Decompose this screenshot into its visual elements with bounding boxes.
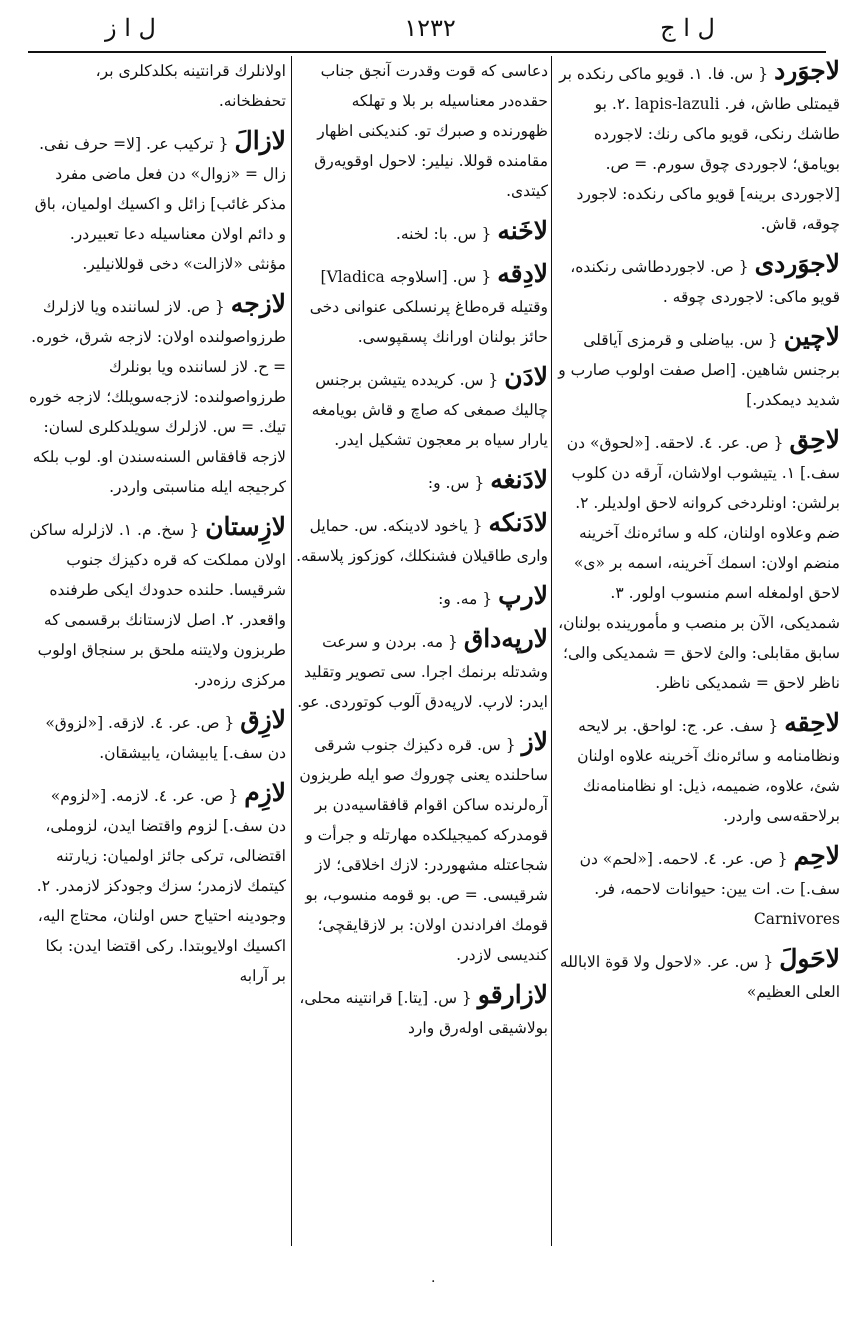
definition-text: { س. قرە دكيزك جنوب شرقى ساحلنده يعنى چوروك صو ايله طربزون آرەلرنده ساكن اقوام قافقاسيەدن بر قومدركه كميجيلكدە مهارتله و جرأت و شجاعتله مشهوردر: لازك اخلاقى؛ لاز شرقيسى. = ص. بو قومه منسوب، بو قومك افرادندن اولان: بر لازقايقچى؛ كنديسى لازدر. xyxy=(299,736,548,964)
headword: لاچين xyxy=(783,322,840,351)
definition-text: { مه. و: xyxy=(438,590,493,608)
definition-text: { ص. عر. ٤. لازقه. [«لزوق» دن سف.] يابيشان، يابيشقان. xyxy=(45,714,286,762)
column-left xyxy=(28,56,286,1256)
dictionary-entry xyxy=(28,705,286,768)
definition-text: { س. و: xyxy=(427,474,485,492)
definition-text: { ص. عر. ٤. لاحمه. [«لحم» دن سف.] ت. ات يين: حيوانات لاحمه، فر. Carnivores xyxy=(579,850,840,928)
dictionary-entry xyxy=(28,126,286,279)
running-head-right: ل ا ج xyxy=(660,14,715,42)
headword: لاز xyxy=(521,727,548,756)
dictionary-entry xyxy=(555,249,840,312)
headword: لاخَنه xyxy=(497,216,548,245)
dictionary-entry xyxy=(555,56,840,239)
dictionary-entry xyxy=(555,425,840,698)
definition-text: { ياخود لادينكه. س. حمايل وارى طاقيلان فشنكلك، كوزكوز پلاسقه. xyxy=(296,517,548,565)
headword: لازِم xyxy=(244,778,286,807)
headword: لاجوَرد xyxy=(774,56,840,85)
running-head-left: ل ا ز xyxy=(105,14,156,42)
headword: لادَن xyxy=(504,362,548,391)
column-right xyxy=(555,56,840,1256)
headword: لاحِق xyxy=(789,425,840,454)
dictionary-entry xyxy=(296,362,548,455)
definition-text: { ص. لاجوردطاشى رنكنده، قويو ماكى: لاجوردى چوقه . xyxy=(570,258,840,306)
headword: لارپ xyxy=(498,581,548,610)
headword: لاحِقه xyxy=(784,708,840,737)
definition-text: { مه. بردن و سرعت وشدتله برنمك اجرا. سى تصوير وتقليد ايدر: لارپ. لارپەدق آلوب كوتوردى. عو. xyxy=(297,633,548,711)
dictionary-entry xyxy=(28,56,286,116)
headword: لادِقه xyxy=(497,259,548,288)
definition-text: { س. با: لخنه. xyxy=(395,225,492,243)
page-mark: . xyxy=(431,1270,436,1286)
headword: لادَنغه xyxy=(490,465,548,494)
dictionary-entry xyxy=(296,56,548,206)
dictionary-entry xyxy=(296,465,548,498)
headword: لاجوَردى xyxy=(754,249,840,278)
definition-text: { سف. عر. ج: لواحق. بر لايحه ونظامنامه و سائرەنك آخرينه علاوه اولنان شئ، علاوه، ضميمه، ذيل: او نظامنامەنك برلاحقەسى واردر. xyxy=(577,717,840,825)
definition-text: { ص. عر. ٤. لازمه. [«لزوم» دن سف.] لزوم واقتضا ايدن، لزوملى، اقتضالى، تركى جائز اولميان: زيارتنه كيتمك لازمدر؛ سزك وجودكز لازمدر. ٢. وجودينه احتياج حس اولنان، محتاج اليه، اكسيك اولايوبتدا. ركى اقتضا ايدن: بكا بر آرابه xyxy=(36,787,286,985)
dictionary-entry xyxy=(296,727,548,970)
headword: لازجه xyxy=(230,289,286,318)
definition-text: { تركيب عر. [لا= حرف نفى. زال = «زوال» دن فعل ماضى مفرد مذكر غائب] زائل و اكسيك اولميان، باق و دائم اولان معناسيله دعا تعبيردر. مؤنثى «لازالت» دخى قوللانيلير. xyxy=(34,135,286,273)
headword: لارپەداق xyxy=(463,624,548,653)
dictionary-entry xyxy=(296,259,548,352)
dictionary-entry xyxy=(296,508,548,571)
headword: لاحِم xyxy=(793,841,840,870)
headword: لاحَولَ xyxy=(779,944,840,973)
definition-text: { ص. عر. ٤. لاحقه. [«لحوق» دن سف.] ١. يتيشوب اولاشان، آرقه دن كلوب برلشن: اونلردخى كروانه لاحق اولديلر. ٢. ضم وعلاوه اولنان، كله و سائرەنك آخرينه منضم اولان: اسمك آخرينه، اسمه بر «ى» لاحق اولمغله اسم منسوب اولور. ٣. شمديكى، الآن بر منصب و مأمورينده بولنان، سابق مقابلى: والئ لاحق = شمديكى والى؛ ناظر لاحق = شمديكى ناظر. xyxy=(558,434,840,692)
dictionary-entry xyxy=(296,624,548,717)
definition-text: { س. كريدده يتيشن برجنس چاليك صمغى كه صاچ و قاش بويامغه يارار سياه بر معجون تشكيل ايدر. xyxy=(311,371,548,449)
dictionary-entry xyxy=(555,944,840,1007)
definition-text: { ص. لاز لساننده ويا لازلرك طرزواصولنده اولان: لازجه شرق، خوره. = ح. لاز لساننده ويا بونلرك طرزواصولنده: لازجەسويلك؛ لازجه خوره تيك. = س. لازلرك سويلدكلرى لسان: لازجه قافقاس السنەسندن او. لوب بلكه كرجيجه ايله مناسبتى واردر. xyxy=(28,298,286,496)
dictionary-entry xyxy=(296,980,548,1043)
definition-text: { س. [يتا.] قرانتينه محلى، بولاشيقى اولەرق وارد xyxy=(299,989,548,1037)
definition-text: { س. عر. «لاحول ولا قوة الابالله العلى العظيم» xyxy=(559,953,840,1001)
definition-text: { سخ. م. ١. لازلرله ساكن اولان مملكت كه قرە دكيزك جنوب شرقيسا. حلنده حدودك ايكى طرفنده واقعدر. ٢. اصل لازستانك برقسمى كه طربزون ولايتنه ملحق بر سنجاق اولوب مركزى رزەدر. xyxy=(29,521,286,689)
dictionary-entry xyxy=(296,581,548,614)
definition-text: { س. [اسلاوجه Vladica] وقتيله قرەطاغ پرنسلكى عنوانى دخى حائز بولنان اورانك پسقپوسى. xyxy=(309,268,548,346)
headword: لازِق xyxy=(240,705,286,734)
definition-text: { س. بياضلى و قرمزى آياقلى برجنس شاهين. [اصل صفت اولوب صارب و شديد ديمكدر.] xyxy=(558,331,840,409)
headword: لازارقو xyxy=(477,980,548,1009)
definition-text: دعاسى كه قوت وقدرت آنجق جناب حقدەدر معناسيله بر بلا و تهلكه ظهورنده و صبرك تو. كنديكنى اظهار مقامنده قوللا. نيلير: لاحول اوقويەرق كيتدى. xyxy=(314,62,548,200)
page-number: ١٢٣٢ xyxy=(404,14,456,42)
headword: لازالَ xyxy=(234,126,286,155)
column-divider xyxy=(291,56,292,1246)
dictionary-entry xyxy=(555,841,840,934)
dictionary-entry xyxy=(28,289,286,502)
dictionary-entry xyxy=(555,708,840,831)
headword: لادَنكه xyxy=(488,508,548,537)
dictionary-entry xyxy=(28,778,286,991)
dictionary-entry xyxy=(296,216,548,249)
header-rule xyxy=(28,51,826,53)
definition-text: { س. فا. ١. قويو ماكى رنكده بر قيمتلى طاش، فر. lapis-lazuli .٢. بو طاشك رنكى، قويو ماكى رنك: لاجورده بويامق؛ لاجوردى چوق سورم. = ص. [لاجوردى برينه] قويو ماكى رنكده: لاجورد چوقه، قاش. xyxy=(559,65,840,233)
definition-text: اولانلرك قرانتينه بكلدكلرى بر، تحفظخانه. xyxy=(95,62,286,110)
column-divider xyxy=(551,56,552,1246)
dictionary-entry xyxy=(555,322,840,415)
dictionary-entry xyxy=(28,512,286,695)
headword: لازِستان xyxy=(205,512,286,541)
column-middle xyxy=(296,56,548,1256)
